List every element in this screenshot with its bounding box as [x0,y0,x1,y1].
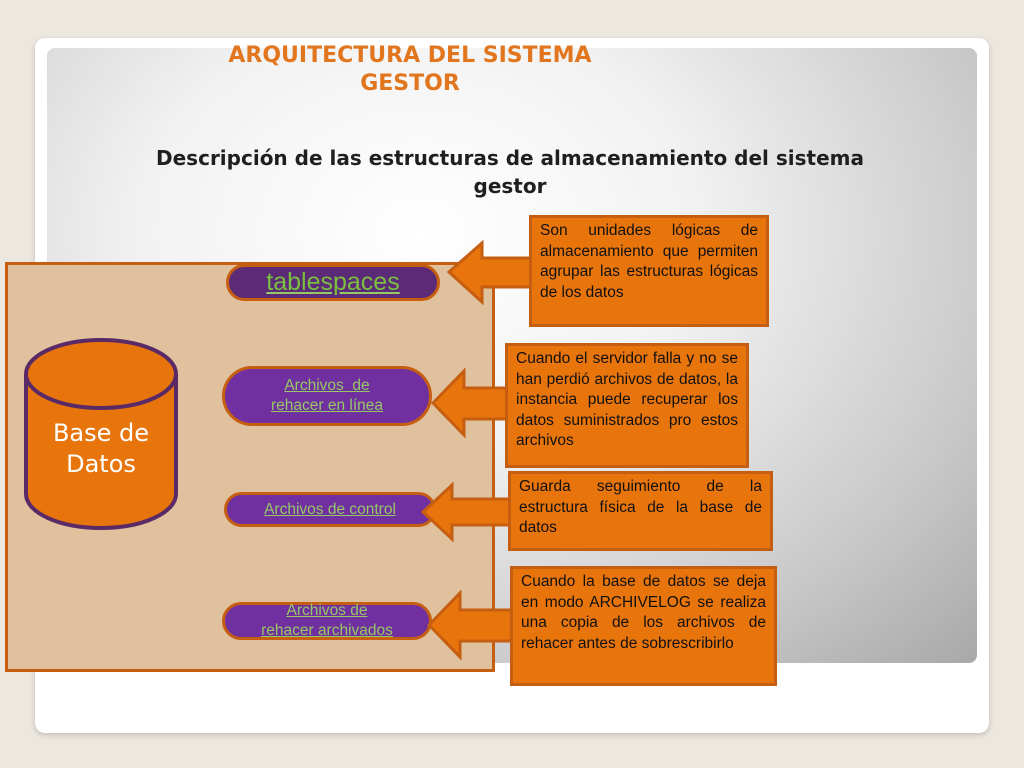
description-box-redo-online [505,343,749,468]
database-label-line-2: Datos [66,450,136,478]
description-text: Son unidades lógicas de almacenamiento que permiten agrupar las estructuras lógicas de los datos [540,222,758,301]
component-redo-archived-line-2: rehacer archivados [261,622,393,639]
description-text: Guarda seguimiento de la estructura física de la base de datos [519,478,762,536]
component-redo-online[interactable] [222,366,432,426]
description-box-redo-archived [510,566,777,686]
database-label-line-1: Base de [52,419,150,447]
arrow-left-icon [446,240,536,305]
component-redo-archived[interactable] [222,602,432,640]
description-text: Cuando la base de datos se deja en modo ARCHIVELOG se realiza una copia de los archivos de rehacer antes de sobrescribirlo [521,573,766,652]
slide-title [170,42,650,98]
component-redo-archived-line-1: Archivos de [286,602,368,619]
title-line-1: ARQUITECTURA DEL SISTEMA [228,43,592,68]
arrow-left-icon [420,482,516,542]
component-tablespaces[interactable] [226,264,440,301]
component-control-files[interactable] [224,492,436,527]
title-line-2: GESTOR [360,71,460,96]
arrow-left-icon [430,368,514,438]
component-tablespaces-label: tablespaces [266,268,400,296]
arrow-left-icon [426,590,516,660]
component-redo-online-line-2: rehacer en línea [270,397,384,414]
subtitle-line-2: gestor [473,174,547,198]
component-redo-online-line-1: Archivos de [284,377,370,394]
component-control-files-label: Archivos de control [264,500,396,518]
slide-subtitle [100,144,920,200]
subtitle-line-1: Descripción de las estructuras de almacenamiento del sistema [156,146,864,170]
description-box-control-files [508,471,773,551]
description-text: Cuando el servidor falla y no se han perdió archivos de datos, la instancia puede recuperar los datos suministrados pro estos archivos [516,350,738,449]
database-label [22,418,180,480]
description-box-tablespaces [529,215,769,327]
